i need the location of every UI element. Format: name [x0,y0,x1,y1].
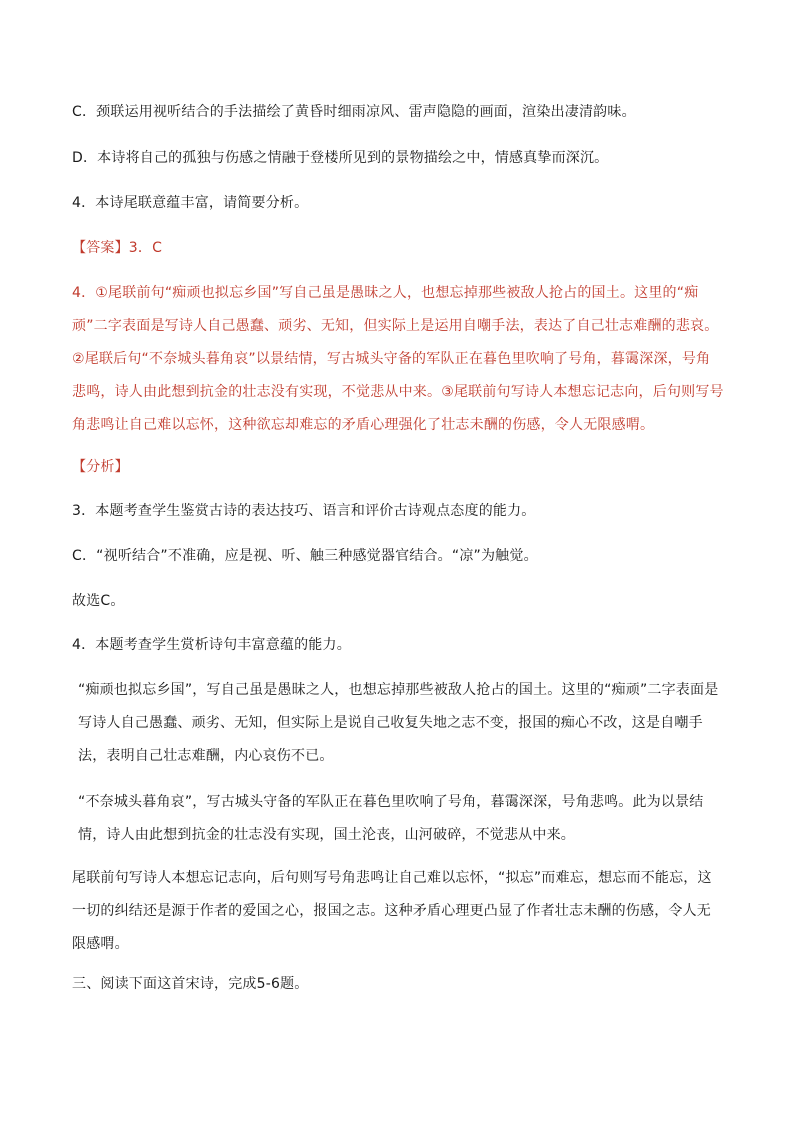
analysis-4-text: 4．本题考查学生赏析诗句丰富意蕴的能力。 [72,637,351,653]
analysis-3c-text: C．“视听结合”不准确，应是视、听、触三种感觉器官结合。“凉”为触觉。 [72,548,538,564]
choose-text: 故选C。 [72,593,125,609]
analysis-3-text: 3．本题考查学生鉴赏古诗的表达技巧、语言和评价古诗观点态度的能力。 [72,503,536,519]
option-c-text: C．颈联运用视听结合的手法描绘了黄昏时细雨凉风、雷声隐隐的画面，渲染出凄清韵味。 [72,104,636,120]
answer-label: 【答案】3．C [72,240,163,256]
analysis-paragraph-1: “痴顽也拟忘乡国”，写自己虽是愚昧之人，也想忘掉那些被敌人抢占的国土。这里的“痴顽”二字表面是写诗人自己愚蠢、顽劣、无知，但实际上是说自己收复失地之志不变，报国的痴心不改，这是自嘲手法，表明自己壮志难酬，内心哀伤不已。 [78,682,719,764]
section-3-heading: 三、阅读下面这首宋诗，完成5-6题。 [72,976,309,992]
question-4-text: 4．本诗尾联意蕴丰富，请简要分析。 [72,195,309,211]
answer-4-paragraph: 4．①尾联前句“痴顽也拟忘乡国”写自己虽是愚昧之人，也想忘掉那些被敌人抢占的国土。这里的“痴顽”二字表面是写诗人自己愚蠢、顽劣、无知，但实际上是运用自嘲手法，表达了自己壮志难酬的悲哀。②尾联后句“不奈城头暮角哀”以景结情，写古城头守备的军队正在暮色里吹响了号角，暮霭深深，号角悲鸣，诗人由此想到抗金的壮志没有实现，不觉悲从中来。③尾联前句写诗人本想忘记志向，后句则写号角悲鸣让自己难以忘怀，这种欲忘却难忘的矛盾心理强化了壮志未酬的伤感，令人无限感喟。 [72,285,724,433]
analysis-paragraph-2: “不奈城头暮角哀”，写古城头守备的军队正在暮色里吹响了号角，暮霭深深，号角悲鸣。此为以景结情，诗人由此想到抗金的壮志没有实现，国土沦丧，山河破碎，不觉悲从中来。 [78,794,704,843]
option-d-text: D．本诗将自己的孤独与伤感之情融于登楼所见到的景物描绘之中，情感真挚而深沉。 [72,150,609,166]
analysis-label: 【分析】 [72,459,129,475]
analysis-paragraph-3: 尾联前句写诗人本想忘记志向，后句则写号角悲鸣让自己难以忘怀，“拟忘”而难忘，想忘而不能忘，这一切的纠结还是源于作者的爱国之心，报国之志。这种矛盾心理更凸显了作者壮志未酬的伤感，令人无限感喟。 [72,870,712,952]
